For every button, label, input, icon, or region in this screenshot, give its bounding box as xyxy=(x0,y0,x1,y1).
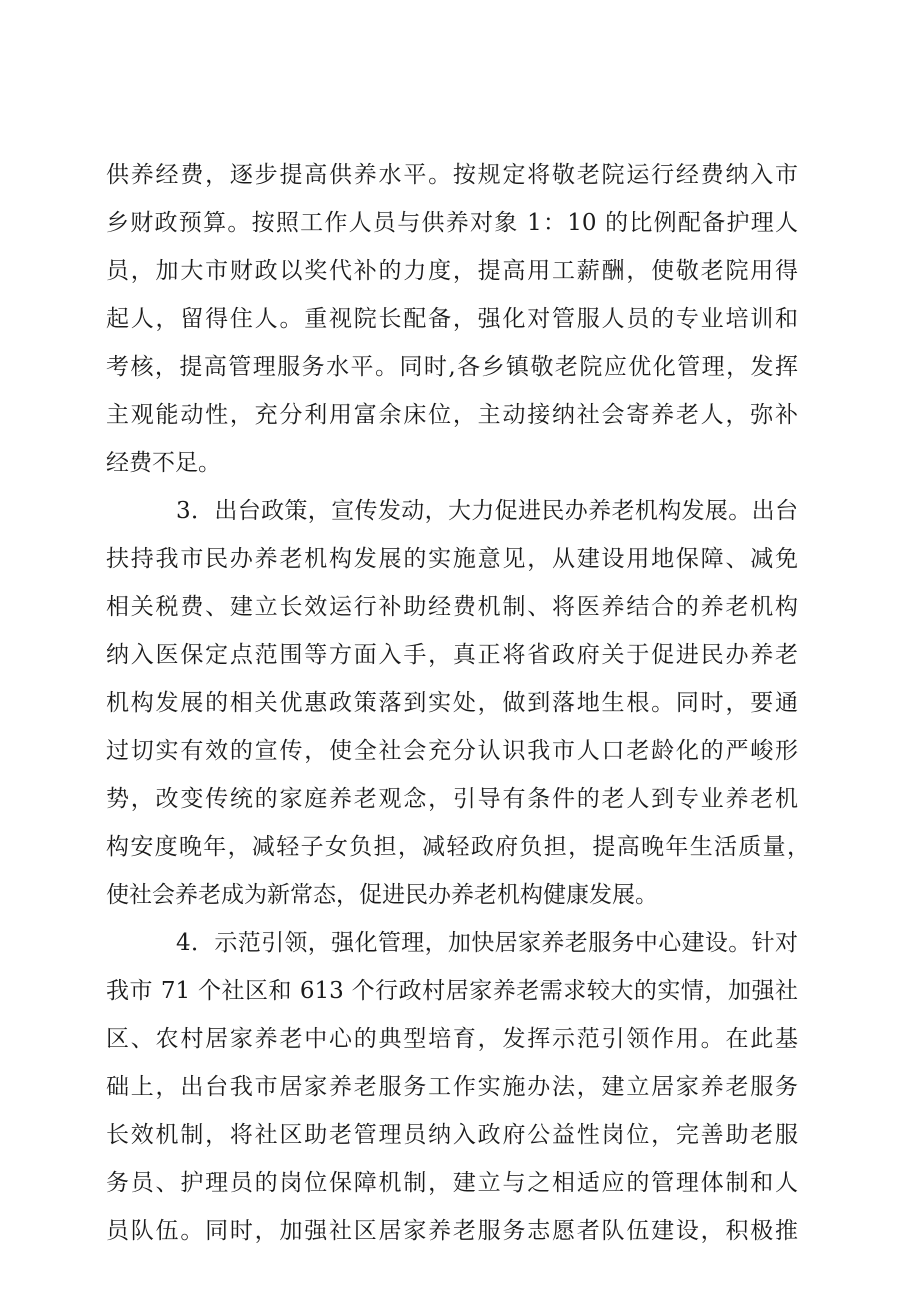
text-line xyxy=(0,921,920,965)
text-line xyxy=(0,1209,920,1253)
text-line xyxy=(0,1065,920,1109)
text-line xyxy=(0,1161,920,1205)
line-text: 使社会养老成为新常态，促进民办养老机构健康发展。 xyxy=(106,882,658,908)
line-text: 势，改变传统的家庭养老观念，引导有条件的老人到专业养老机 xyxy=(106,786,798,812)
text-line xyxy=(0,1017,920,1061)
line-text: 扶持我市民办养老机构发展的实施意见，从建设用地保障、减免 xyxy=(106,546,798,572)
line-text: 务员、护理员的岗位保障机制，建立与之相适应的管理体制和人 xyxy=(106,1170,798,1196)
text-line xyxy=(0,585,920,629)
text-line xyxy=(0,153,920,197)
text-line xyxy=(0,873,920,917)
text-line xyxy=(0,489,920,533)
line-text: 员，加大市财政以奖代补的力度，提高用工薪酬，使敬老院用得 xyxy=(106,258,798,284)
line-text: 础上，出台我市居家养老服务工作实施办法，建立居家养老服务 xyxy=(106,1074,798,1100)
line-text: 经费不足。 xyxy=(106,450,221,476)
text-line xyxy=(0,249,920,293)
line-text: 构安度晚年，减轻子女负担，减轻政府负担，提高晚年生活质量， xyxy=(106,834,810,860)
line-text: 主观能动性，充分利用富余床位，主动接纳社会寄养老人，弥补 xyxy=(106,402,798,428)
text-line xyxy=(0,345,920,389)
line-text: 过切实有效的宣传，使全社会充分认识我市人口老龄化的严峻形 xyxy=(106,738,798,764)
text-line xyxy=(0,825,920,869)
text-line xyxy=(0,297,920,341)
line-text: 纳入医保定点范围等方面入手，真正将省政府关于促进民办养老 xyxy=(106,642,798,668)
line-text: 区、农村居家养老中心的典型培育，发挥示范引领作用。在此基 xyxy=(106,1026,798,1052)
text-line xyxy=(0,729,920,773)
line-text: 供养经费，逐步提高供养水平。按规定将敬老院运行经费纳入市 xyxy=(106,162,798,188)
text-line xyxy=(0,201,920,245)
line-text: 长效机制，将社区助老管理员纳入政府公益性岗位，完善助老服 xyxy=(106,1122,798,1148)
text-line xyxy=(0,777,920,821)
line-text: 4．示范引领，强化管理，加快居家养老服务中心建设。针对 xyxy=(176,930,798,956)
line-text: 员队伍。同时，加强社区居家养老服务志愿者队伍建设，积极推 xyxy=(106,1218,798,1244)
line-text: 机构发展的相关优惠政策落到实处，做到落地生根。同时，要通 xyxy=(106,690,798,716)
text-line xyxy=(0,681,920,725)
line-text: 3．出台政策，宣传发动，大力促进民办养老机构发展。出台 xyxy=(176,498,798,524)
line-text: 我市 71 个社区和 613 个行政村居家养老需求较大的实情，加强社 xyxy=(106,978,798,1004)
line-text: 考核，提高管理服务水平。同时,各乡镇敬老院应优化管理，发挥 xyxy=(106,354,798,380)
line-text: 乡财政预算。按照工作人员与供养对象 1：10 的比例配备护理人 xyxy=(106,210,798,236)
line-text: 起人，留得住人。重视院长配备，强化对管服人员的专业培训和 xyxy=(106,306,798,332)
text-line xyxy=(0,1113,920,1157)
text-line xyxy=(0,441,920,485)
text-line xyxy=(0,537,920,581)
text-line xyxy=(0,393,920,437)
line-text: 相关税费、建立长效运行补助经费机制、将医养结合的养老机构 xyxy=(106,594,798,620)
text-line xyxy=(0,969,920,1013)
text-line xyxy=(0,633,920,677)
